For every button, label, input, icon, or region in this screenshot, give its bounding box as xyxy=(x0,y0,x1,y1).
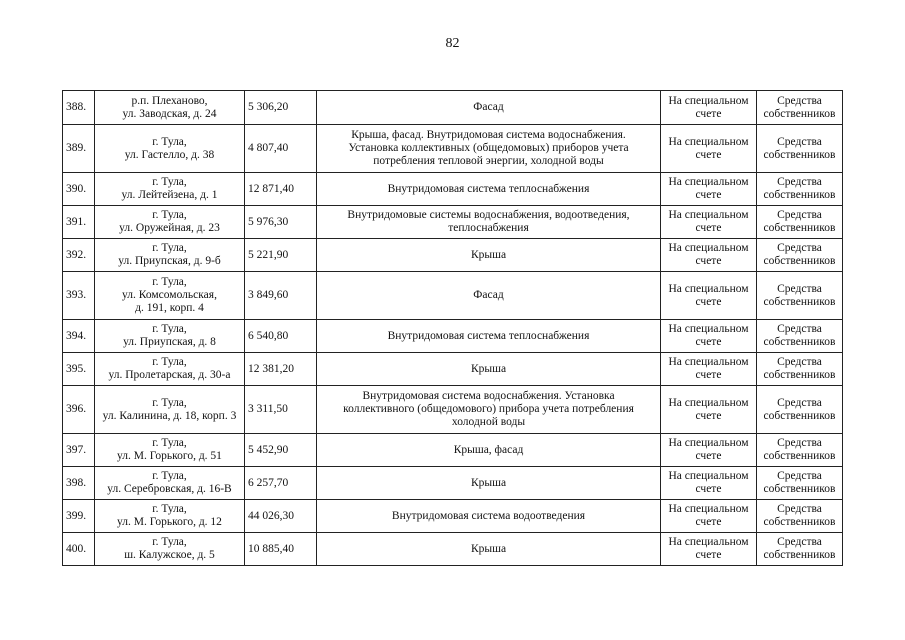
work-type-cell xyxy=(317,91,661,125)
address-cell xyxy=(95,320,245,353)
address-cell-line: д. 191, корп. 4 xyxy=(135,302,204,314)
funding-source-cell xyxy=(757,125,843,173)
address-cell xyxy=(95,467,245,500)
address-cell-line: ул. М. Горького, д. 51 xyxy=(117,450,222,462)
funding-source-cell-line: Средства xyxy=(777,470,822,482)
account-type-cell xyxy=(661,125,757,173)
funding-source-cell-line: собственников xyxy=(763,369,836,381)
row-number-cell: 400. xyxy=(63,533,95,566)
amount-cell: 12 381,20 xyxy=(245,353,317,386)
work-type-cell xyxy=(317,500,661,533)
work-type-cell-line: Установка коллективных (общедомовых) приборов учета xyxy=(348,142,629,154)
page-number: 82 xyxy=(445,36,460,51)
row-number-cell: 391. xyxy=(63,206,95,239)
table-row xyxy=(63,467,843,500)
funding-source-cell-line: собственников xyxy=(763,295,836,308)
account-type-cell xyxy=(661,173,757,206)
amount-cell: 5 306,20 xyxy=(245,91,317,125)
account-type-cell-line: счете xyxy=(695,516,722,528)
work-type-cell-line: Крыша xyxy=(470,476,507,489)
table-row xyxy=(63,533,843,566)
account-type-cell-line: счете xyxy=(695,222,722,234)
row-number-cell: 388. xyxy=(63,91,95,125)
table-row xyxy=(63,91,843,125)
address-cell xyxy=(95,386,245,434)
work-type-cell-line: теплоснабжения xyxy=(448,222,529,234)
account-type-cell-line: На специальном xyxy=(668,94,749,107)
account-type-cell xyxy=(661,239,757,272)
address-cell-line: г. Тула, xyxy=(152,396,187,409)
account-type-cell-line: счете xyxy=(695,295,722,308)
account-type-cell xyxy=(661,206,757,239)
account-type-cell-line: На специальном xyxy=(668,282,749,295)
address-cell-line: г. Тула, xyxy=(152,276,187,288)
work-type-cell xyxy=(317,533,661,566)
account-type-cell-line: счете xyxy=(695,255,722,267)
table-row xyxy=(63,173,843,206)
work-type-cell-line: Внутридомовая система водоснабжения. Установка xyxy=(362,390,615,402)
table-row xyxy=(63,125,843,173)
table-row xyxy=(63,320,843,353)
funding-source-cell-line: Средства xyxy=(777,135,822,148)
table-row xyxy=(63,239,843,272)
work-type-cell-line: Крыша, фасад xyxy=(453,443,524,456)
address-cell xyxy=(95,239,245,272)
work-type-cell xyxy=(317,386,661,434)
address-cell-line: ул. Приупская, д. 9-б xyxy=(118,255,221,267)
funding-source-cell-line: собственников xyxy=(763,222,836,234)
work-type-cell xyxy=(317,320,661,353)
table-row xyxy=(63,353,843,386)
address-cell xyxy=(95,125,245,173)
funding-source-cell-line: собственников xyxy=(763,255,836,267)
amount-cell: 3 311,50 xyxy=(245,386,317,434)
address-cell-line: г. Тула, xyxy=(152,209,187,221)
amount-cell: 6 257,70 xyxy=(245,467,317,500)
address-cell-line: ул. Лейтейзена, д. 1 xyxy=(121,189,218,201)
funding-source-cell xyxy=(757,434,843,467)
funding-source-cell-line: Средства xyxy=(777,396,822,409)
table-row xyxy=(63,272,843,320)
address-cell-line: г. Тула, xyxy=(152,356,187,368)
funding-source-cell-line: Средства xyxy=(777,356,822,368)
work-type-cell-line: Фасад xyxy=(473,289,504,301)
funding-source-cell-line: собственников xyxy=(763,336,836,348)
work-type-cell xyxy=(317,467,661,500)
funding-source-cell-line: Средства xyxy=(777,536,822,548)
account-type-cell xyxy=(661,320,757,353)
funding-source-cell-line: Средства xyxy=(777,323,822,335)
row-number-cell: 392. xyxy=(63,239,95,272)
work-type-cell-line: коллективного (общедомового) прибора учета потребления xyxy=(343,403,634,415)
account-type-cell-line: На специальном xyxy=(668,536,749,548)
work-type-cell-line: потребления тепловой энергии, холодной воды xyxy=(373,155,604,167)
address-cell-line: ш. Калужское, д. 5 xyxy=(124,549,215,561)
account-type-cell-line: счете xyxy=(695,450,722,462)
account-type-cell-line: счете xyxy=(695,107,722,120)
address-cell-line: г. Тула, xyxy=(152,437,187,449)
amount-cell: 6 540,80 xyxy=(245,320,317,353)
work-type-cell-line: Внутридомовая система водоотведения xyxy=(391,509,586,522)
work-type-cell xyxy=(317,239,661,272)
table-row xyxy=(63,434,843,467)
account-type-cell-line: На специальном xyxy=(668,242,749,254)
table-row xyxy=(63,206,843,239)
address-cell xyxy=(95,173,245,206)
funding-source-cell xyxy=(757,239,843,272)
address-cell-line: ул. Заводская, д. 24 xyxy=(122,107,217,120)
funding-source-cell xyxy=(757,353,843,386)
table-row xyxy=(63,500,843,533)
row-number-cell: 399. xyxy=(63,500,95,533)
row-number-cell: 394. xyxy=(63,320,95,353)
address-cell-line: ул. Комсомольская, xyxy=(122,289,217,301)
funding-source-cell xyxy=(757,320,843,353)
funding-source-cell xyxy=(757,467,843,500)
funding-source-cell-line: собственников xyxy=(763,516,836,528)
account-type-cell xyxy=(661,500,757,533)
row-number-cell: 398. xyxy=(63,467,95,500)
account-type-cell-line: На специальном xyxy=(668,396,749,409)
account-type-cell-line: счете xyxy=(695,336,722,348)
row-number-cell: 393. xyxy=(63,272,95,320)
work-type-cell xyxy=(317,173,661,206)
address-cell xyxy=(95,353,245,386)
address-cell xyxy=(95,434,245,467)
account-type-cell-line: На специальном xyxy=(668,176,749,188)
work-type-cell-line: Крыша xyxy=(470,542,507,555)
work-type-cell-line: холодной воды xyxy=(451,416,526,428)
funding-source-cell xyxy=(757,91,843,125)
address-cell-line: г. Тула, xyxy=(152,242,187,254)
amount-cell: 10 885,40 xyxy=(245,533,317,566)
amount-cell: 5 452,90 xyxy=(245,434,317,467)
work-type-cell xyxy=(317,353,661,386)
account-type-cell xyxy=(661,353,757,386)
account-type-cell-line: счете xyxy=(695,369,722,381)
account-type-cell-line: На специальном xyxy=(668,503,749,515)
amount-cell: 5 221,90 xyxy=(245,239,317,272)
funding-source-cell-line: Средства xyxy=(777,242,822,254)
funding-source-cell xyxy=(757,206,843,239)
funding-source-cell-line: собственников xyxy=(763,107,836,120)
address-cell-line: г. Тула, xyxy=(152,135,187,148)
account-type-cell-line: счете xyxy=(695,549,722,561)
address-cell-line: г. Тула, xyxy=(152,323,187,335)
funding-source-cell-line: собственников xyxy=(763,189,836,201)
amount-cell: 4 807,40 xyxy=(245,125,317,173)
account-type-cell xyxy=(661,533,757,566)
table-row xyxy=(63,386,843,434)
account-type-cell-line: На специальном xyxy=(668,323,749,335)
work-type-cell xyxy=(317,125,661,173)
work-type-cell-line: Внутридомовая система теплоснабжения xyxy=(387,329,590,342)
work-type-cell xyxy=(317,272,661,320)
address-cell xyxy=(95,500,245,533)
amount-cell: 12 871,40 xyxy=(245,173,317,206)
address-cell xyxy=(95,91,245,125)
address-cell-line: ул. Калинина, д. 18, корп. 3 xyxy=(102,409,237,422)
funding-source-cell-line: Средства xyxy=(777,437,822,449)
address-cell-line: ул. Приупская, д. 8 xyxy=(123,336,216,348)
funding-source-cell-line: Средства xyxy=(777,503,822,515)
account-type-cell-line: На специальном xyxy=(668,209,749,221)
row-number-cell: 396. xyxy=(63,386,95,434)
work-type-cell-line: Внутридомовая система теплоснабжения xyxy=(387,182,590,195)
funding-source-cell-line: собственников xyxy=(763,450,836,462)
address-cell-line: г. Тула, xyxy=(152,470,187,482)
work-type-cell-line: Крыша, фасад. Внутридомовая система водоснабжения. xyxy=(351,129,626,141)
work-type-cell-line: Фасад xyxy=(473,101,504,113)
funding-source-cell-line: собственников xyxy=(763,148,836,161)
address-cell-line: ул. М. Горького, д. 12 xyxy=(117,516,222,528)
account-type-cell xyxy=(661,386,757,434)
funding-source-cell-line: Средства xyxy=(777,176,822,188)
account-type-cell xyxy=(661,272,757,320)
address-cell-line: р.п. Плеханово, xyxy=(131,94,208,107)
registry-table-body xyxy=(63,91,843,566)
amount-cell: 5 976,30 xyxy=(245,206,317,239)
funding-source-cell-line: Средства xyxy=(777,209,822,221)
funding-source-cell-line: собственников xyxy=(763,483,836,495)
funding-source-cell xyxy=(757,533,843,566)
amount-cell: 44 026,30 xyxy=(245,500,317,533)
address-cell-line: г. Тула, xyxy=(152,176,187,188)
account-type-cell xyxy=(661,434,757,467)
row-number-cell: 395. xyxy=(63,353,95,386)
funding-source-cell-line: собственников xyxy=(763,549,836,561)
amount-cell: 3 849,60 xyxy=(245,272,317,320)
address-cell-line: ул. Гастелло, д. 38 xyxy=(124,148,215,161)
account-type-cell-line: На специальном xyxy=(668,470,749,482)
work-type-cell xyxy=(317,434,661,467)
address-cell-line: г. Тула, xyxy=(152,503,187,515)
address-cell xyxy=(95,272,245,320)
address-cell xyxy=(95,206,245,239)
work-type-cell-line: Крыша xyxy=(470,248,507,261)
row-number-cell: 390. xyxy=(63,173,95,206)
work-type-cell-line: Крыша xyxy=(470,362,507,375)
account-type-cell-line: На специальном xyxy=(668,437,749,449)
funding-source-cell xyxy=(757,386,843,434)
address-cell-line: ул. Серебровская, д. 16-В xyxy=(107,483,232,495)
funding-source-cell xyxy=(757,173,843,206)
account-type-cell xyxy=(661,467,757,500)
address-cell-line: ул. Оружейная, д. 23 xyxy=(119,222,220,234)
registry-table xyxy=(62,90,843,566)
account-type-cell-line: счете xyxy=(695,189,722,201)
funding-source-cell-line: Средства xyxy=(777,94,822,107)
account-type-cell-line: На специальном xyxy=(668,135,749,148)
account-type-cell-line: счете xyxy=(695,409,722,422)
account-type-cell-line: счете xyxy=(695,483,722,495)
address-cell-line: ул. Пролетарская, д. 30-а xyxy=(108,369,231,381)
row-number-cell: 397. xyxy=(63,434,95,467)
account-type-cell-line: На специальном xyxy=(668,356,749,368)
row-number-cell: 389. xyxy=(63,125,95,173)
work-type-cell-line: Внутридомовые системы водоснабжения, водоотведения, xyxy=(347,209,630,221)
funding-source-cell-line: собственников xyxy=(763,409,836,422)
funding-source-cell xyxy=(757,272,843,320)
account-type-cell-line: счете xyxy=(695,148,722,161)
work-type-cell xyxy=(317,206,661,239)
address-cell xyxy=(95,533,245,566)
funding-source-cell xyxy=(757,500,843,533)
address-cell-line: г. Тула, xyxy=(152,536,187,548)
account-type-cell xyxy=(661,91,757,125)
funding-source-cell-line: Средства xyxy=(777,282,822,295)
